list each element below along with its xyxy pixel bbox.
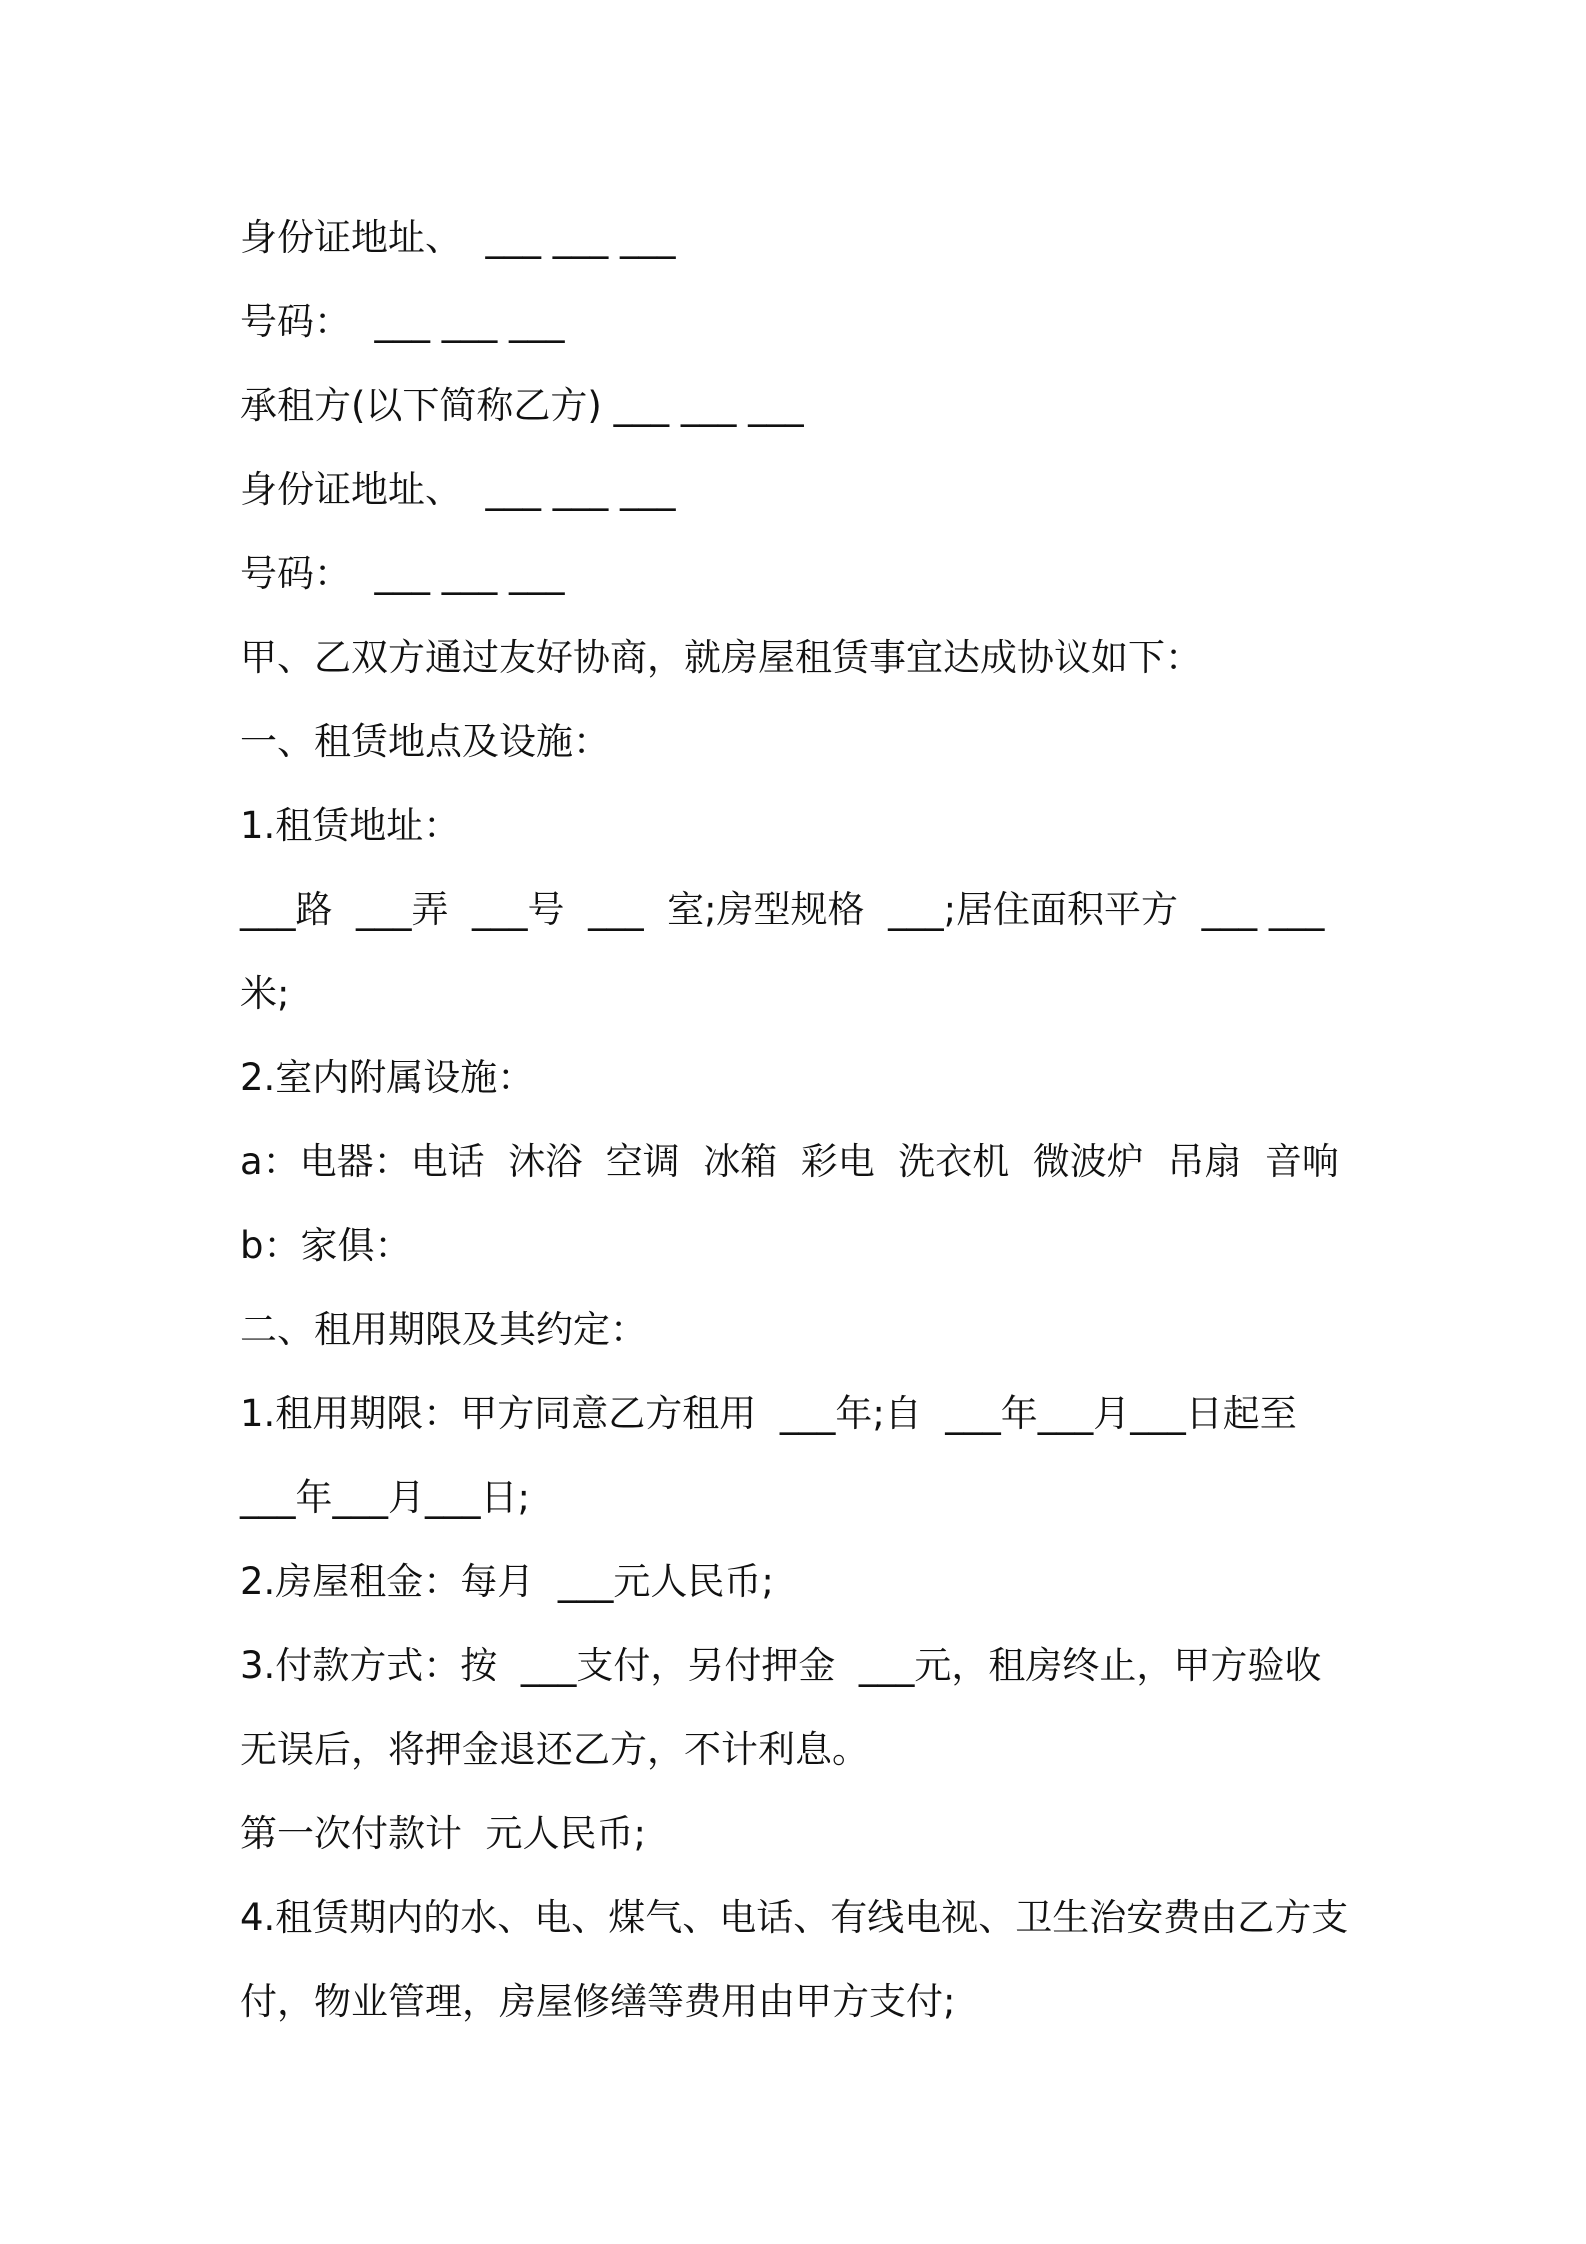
text-line-address-unit: 米;	[240, 972, 290, 1015]
text-line-id-number-lessee: 号码： ___ ___ ___	[240, 552, 565, 595]
text-line-payment-method: 3.付款方式：按 ___支付，另付押金 ___元，租房终止，甲方验收	[240, 1644, 1322, 1687]
text-line-address-detail: ___路 ___弄 ___号 ___ 室;房型规格 ___;居住面积平方 ___ ___	[240, 888, 1325, 931]
text-line-term: 1.租用期限：甲方同意乙方租用 ___年;自 ___年___月___日起至	[240, 1392, 1297, 1435]
text-line-id-address-lessee: 身份证地址、 ___ ___ ___	[240, 468, 676, 511]
text-line-address-label: 1.租赁地址：	[240, 804, 461, 847]
section-heading-location: 一、租赁地点及设施：	[240, 720, 610, 763]
document-body	[240, 196, 1360, 2044]
text-line-id-address-lessor: 身份证地址、 ___ ___ ___	[240, 216, 676, 259]
text-line-furniture: b：家俱：	[240, 1224, 412, 1267]
text-line-id-number-lessor: 号码： ___ ___ ___	[240, 300, 565, 343]
text-line-term-end: ___年___月___日;	[240, 1476, 530, 1519]
text-line-first-payment: 第一次付款计 元人民币;	[240, 1812, 646, 1855]
text-line-utilities-end: 付，物业管理，房屋修缮等费用由甲方支付;	[240, 1980, 956, 2023]
text-line-facilities-label: 2.室内附属设施：	[240, 1056, 535, 1099]
text-line-agreement-intro: 甲、乙双方通过友好协商，就房屋租赁事宜达成协议如下：	[240, 636, 1202, 679]
text-line-appliances: a：电器：电话 沐浴 空调 冰箱 彩电 洗衣机 微波炉 吊扇 音响	[240, 1140, 1339, 1183]
text-line-deposit-return: 无误后，将押金退还乙方，不计利息。	[240, 1728, 869, 1771]
text-line-lessee: 承租方(以下简称乙方) ___ ___ ___	[240, 384, 804, 427]
section-heading-term: 二、租用期限及其约定：	[240, 1308, 647, 1351]
text-line-utilities: 4.租赁期内的水、电、煤气、电话、有线电视、卫生治安费由乙方支	[240, 1896, 1349, 1939]
text-line-rent: 2.房屋租金：每月 ___元人民币;	[240, 1560, 774, 1603]
